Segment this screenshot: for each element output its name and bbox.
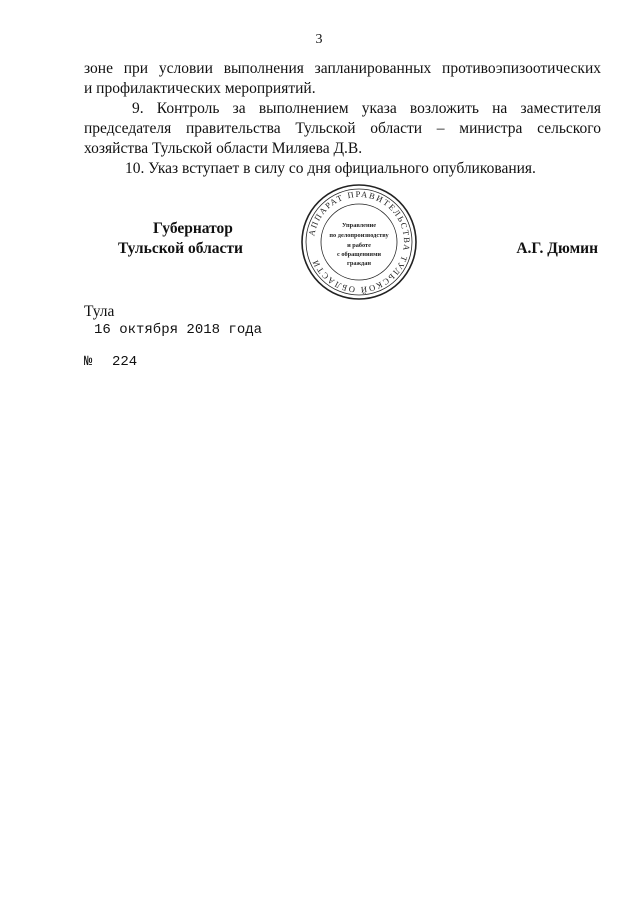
page-number: 3 [315, 32, 323, 47]
paragraph-8-line-2: и профилактических мероприятий. [84, 80, 316, 97]
official-stamp [300, 183, 418, 301]
number-label: № [84, 354, 93, 370]
stamp-ring-text: АППАРАТ ПРАВИТЕЛЬСТВА ТУЛЬСКОЙ ОБЛАСТИ [306, 188, 413, 296]
stamp-line: Управление [341, 222, 377, 229]
paragraph-9-line-1: 9. Контроль за выполнением указа возложить на заместителя [132, 100, 601, 117]
signatory-name: А.Г. Дюмин [516, 240, 598, 257]
date: 16 октября 2018 года [94, 322, 263, 338]
signatory-title-line-1: Губернатор [153, 220, 233, 237]
stamp-line: граждан [346, 260, 372, 267]
stamp-line: с обращениями [336, 251, 382, 258]
paragraph-9-line-2: председателя правительства Тульской области – министра сельского [84, 120, 601, 137]
stamp-line: по делопроизводству [329, 232, 389, 239]
paragraph-10-line-1: 10. Указ вступает в силу со дня официального опубликования. [125, 160, 536, 177]
city: Тула [84, 303, 115, 320]
paragraph-8-line-1: зоне при условии выполнения запланированных противоэпизоотических [84, 60, 601, 77]
paragraph-9-line-3: хозяйства Тульской области Миляева Д.В. [84, 140, 363, 157]
signatory-title-line-2: Тульской области [118, 240, 243, 257]
stamp-line: и работе [347, 242, 371, 249]
decree-number: 224 [112, 354, 138, 370]
stamp-seal-icon [300, 183, 418, 301]
